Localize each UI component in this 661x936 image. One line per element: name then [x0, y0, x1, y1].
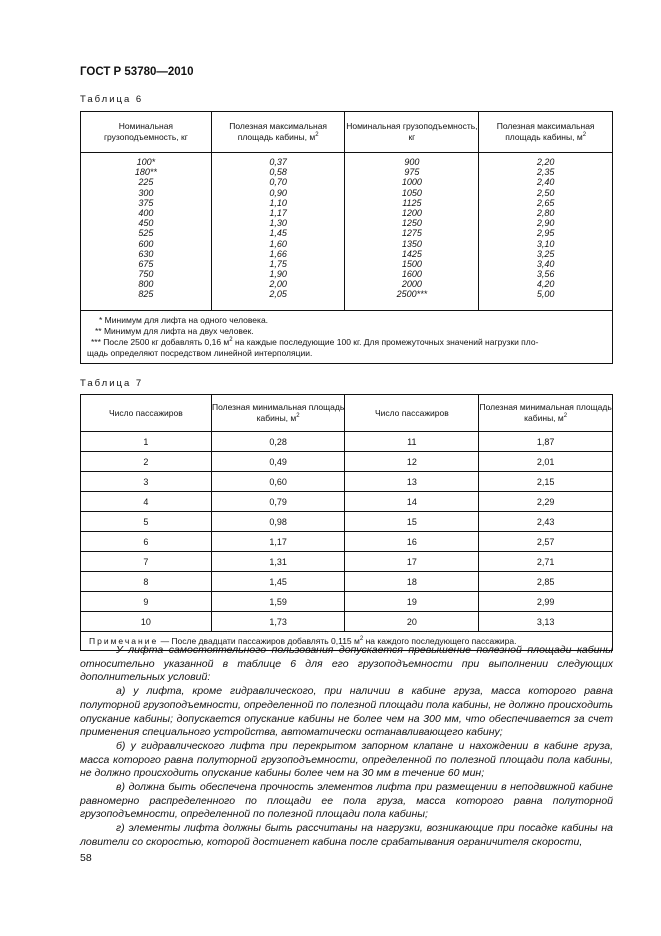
page-number: 58 [80, 852, 92, 864]
t6-col-right-loads: 900 975 1000 1050 1125 1200 1250 1275 1350 1425 1500 1600 2000 2500*** [345, 153, 479, 311]
t7-header-pass-right: Число пассажиров [345, 395, 479, 432]
t6-col-right-areas: 2,20 2,35 2,40 2,50 2,65 2,80 2,90 2,95 3,10 3,25 3,40 3,56 4,20 5,00 [479, 153, 613, 311]
table-row: 9 1,59 19 2,99 [81, 592, 613, 612]
t7-header-area-right: Полезная минимальная площадь кабины, $м^2$ [479, 395, 613, 432]
table7 [80, 394, 613, 651]
table-row: 8 1,45 18 2,85 [81, 572, 613, 592]
table-row: 2 0,49 12 2,01 [81, 452, 613, 472]
table7-caption: Таблица 7 [80, 378, 144, 389]
paragraph: У лифта самостоятельного пользования допускается превышение полезной площади кабины относительно указанной в таблице 6 для его грузоподъемности при выполнении следующих дополнительных условий: [80, 644, 613, 684]
t6-header-load-right: Номинальная грузоподъемность, кг [345, 112, 479, 153]
paragraph: а) у лифта, кроме гидравлического, при наличии в кабине груза, масса которого равна полуторной грузоподъемности, определенной по полезной площади пола кабины, не должно происходить опускание кабины; допускается опускание кабины не более чем на 300 мм, что обеспечивается за счет применения специального устройства, автоматически останавливающего кабину; [80, 685, 613, 739]
t7-header-area-left: Полезная минимальная площадь кабины, $м^2$ [211, 395, 345, 432]
t6-col-left-loads: 100* 180** 225 300 375 400 450 525 600 630 675 750 800 825 [81, 153, 212, 311]
t7-header-pass-left: Число пассажиров [81, 395, 212, 432]
paragraph: г) элементы лифта должны быть рассчитаны на нагрузки, возникающие при посадке кабины на ловители со скоростью, которой достигнет кабина после срабатывания ограничителя скорости, [80, 822, 613, 848]
table6-caption: Таблица 6 [80, 94, 144, 105]
table-row: 1 0,28 11 1,87 [81, 432, 613, 452]
table-row: 6 1,17 16 2,57 [81, 532, 613, 552]
table-row: 5 0,98 15 2,43 [81, 512, 613, 532]
t6-col-left-areas: 0,37 0,58 0,70 0,90 1,10 1,17 1,30 1,45 1,60 1,66 1,75 1,90 2,00 2,05 [211, 153, 345, 311]
paragraph: б) у гидравлического лифта при перекрытом запорном клапане и нахождении в кабине груза, масса которого равна полуторной грузоподъемности, определенной по полезной площади пола кабины, не должно происходить опускание кабины более чем на 30 мм в течение 60 мин; [80, 739, 613, 780]
t6-footnote-1: * Минимум для лифта на одного человека. [99, 315, 269, 325]
table6 [80, 111, 613, 364]
t6-header-load-left: Номинальная грузоподъемность, кг [81, 112, 212, 153]
document-header: ГОСТ Р 53780—2010 [80, 66, 194, 78]
table-row: 4 0,79 14 2,29 [81, 492, 613, 512]
t6-footnote-3: *** После 2500 кг добавлять 0,16 $м^2$ на каждые последующие 100 кг. Для промежуточных значений нагрузки пло- [91, 337, 539, 347]
t7-note: Примечание — После двадцати пассажиров добавлять 0,115 $м^2$ на каждого последующего пассажира. [81, 632, 613, 651]
t6-header-area-right: Полезная максимальная площадь кабины, $м^2$ [479, 112, 613, 153]
t6-footnote-2: ** Минимум для лифта на двух человек. [95, 326, 254, 336]
t6-header-area-left: Полезная максимальная площадь кабины, $м^2$ [211, 112, 345, 153]
table-row: 10 1,73 20 3,13 [81, 612, 613, 632]
t6-footnotes [81, 311, 613, 364]
table-row: 7 1,31 17 2,71 [81, 552, 613, 572]
paragraph: в) должна быть обеспечена прочность элементов лифта при размещении в неподвижной кабине равномерно распределенного по площади ее пола груза, масса которого равна полуторной грузоподъемности, определенной по полезной площади пола кабины; [80, 781, 613, 821]
t6-footnote-3-cont: щадь определяют посредством линейной интерполяции. [87, 348, 313, 358]
table-row: 3 0,60 13 2,15 [81, 472, 613, 492]
body-text [80, 644, 613, 850]
